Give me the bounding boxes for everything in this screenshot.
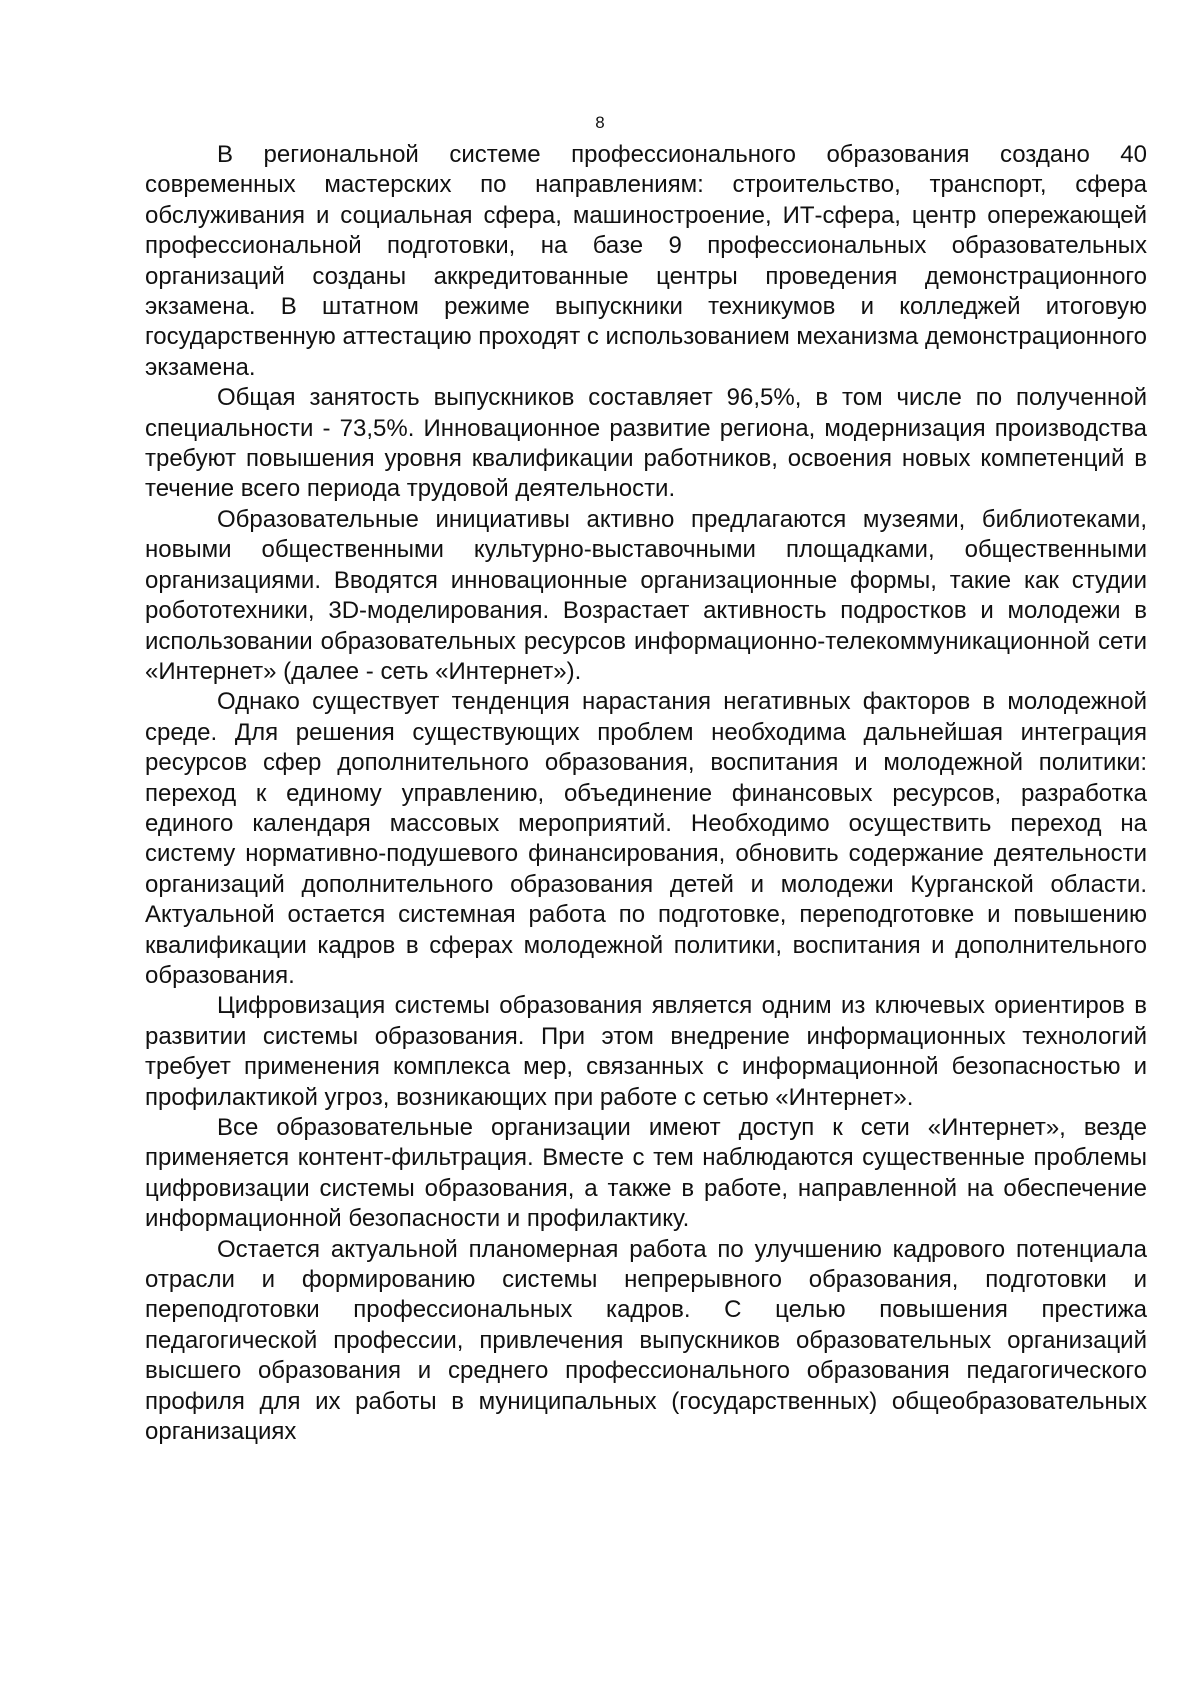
document-body: [145, 140, 1147, 1447]
paragraph-digitalization: Цифровизация системы образования является одним из ключевых ориентиров в развитии системы образования. При этом внедрение информационных технологий требует применения комплекса мер, связанных с информационной безопасностью и профилактикой угроз, возникающих при работе с сетью «Интернет».: [145, 992, 1147, 1111]
paragraph-staff-potential: Остается актуальной планомерная работа по улучшению кадрового потенциала отрасли и формированию системы непрерывного образования, подготовки и переподготовки профессиональных кадров. С целью повышения престижа педагогической профессии, привлечения выпускников образовательных организаций высшего образования и среднего профессионального образования педагогического профиля для их работы в муниципальных (государственных) общеобразовательных организациях: [145, 1235, 1147, 1446]
paragraph-workshops: В региональной системе профессионального образования создано 40 современных мастерских по направлениям: строительство, транспорт, сфера обслуживания и социальная сфера, машиностроение, ИТ-сфера, центр опережающей профессиональной подготовки, на базе 9 профессиональных образовательных организаций созданы аккредитованные центры проведения демонстрационного экзамена. В штатном режиме выпускники техникумов и колледжей итоговую государственную аттестацию проходят с использованием механизма демонстрационного экзамена.: [145, 141, 1148, 381]
paragraph-youth-environment: Однако существует тенденция нарастания негативных факторов в молодежной среде. Для решения существующих проблем необходима дальнейшая интеграция ресурсов сфер дополнительного образования, воспитания и молодежной политики: переход к единому управлению, объединение финансовых ресурсов, разработка единого календаря массовых мероприятий. Необходимо осуществить переход на систему нормативно-подушевого финансирования, обновить содержание деятельности организаций дополнительного образования детей и молодежи Курганской области. Актуальной остается системная работа по подготовке, переподготовке и повышению квалификации кадров в сферах молодежной политики, воспитания и дополнительного образования.: [145, 688, 1147, 989]
page-number: 8: [595, 113, 605, 132]
paragraph-initiatives: Образовательные инициативы активно предлагаются музеями, библиотеками, новыми общественными культурно-выставочными площадками, общественными организациями. Вводятся инновационные организационные формы, такие как студии робототехники, 3D-моделирования. Возрастает активность подростков и молодежи в использовании образовательных ресурсов информационно-телекоммуникационной сети «Интернет» (далее - сеть «Интернет»).: [145, 505, 1147, 685]
paragraph-internet-access: Все образовательные организации имеют доступ к сети «Интернет», везде применяется контент-фильтрация. Вместе с тем наблюдаются существенные проблемы цифровизации системы образования, а также в работе, направленной на обеспечение информационной безопасности и профилактику.: [145, 1114, 1147, 1233]
paragraph-employment: Общая занятость выпускников составляет 96,5%, в том числе по полученной специальности - 73,5%. Инновационное развитие региона, модернизация производства требуют повышения уровня квалификации работников, освоения новых компетенций в течение всего периода трудовой деятельности.: [145, 384, 1147, 503]
